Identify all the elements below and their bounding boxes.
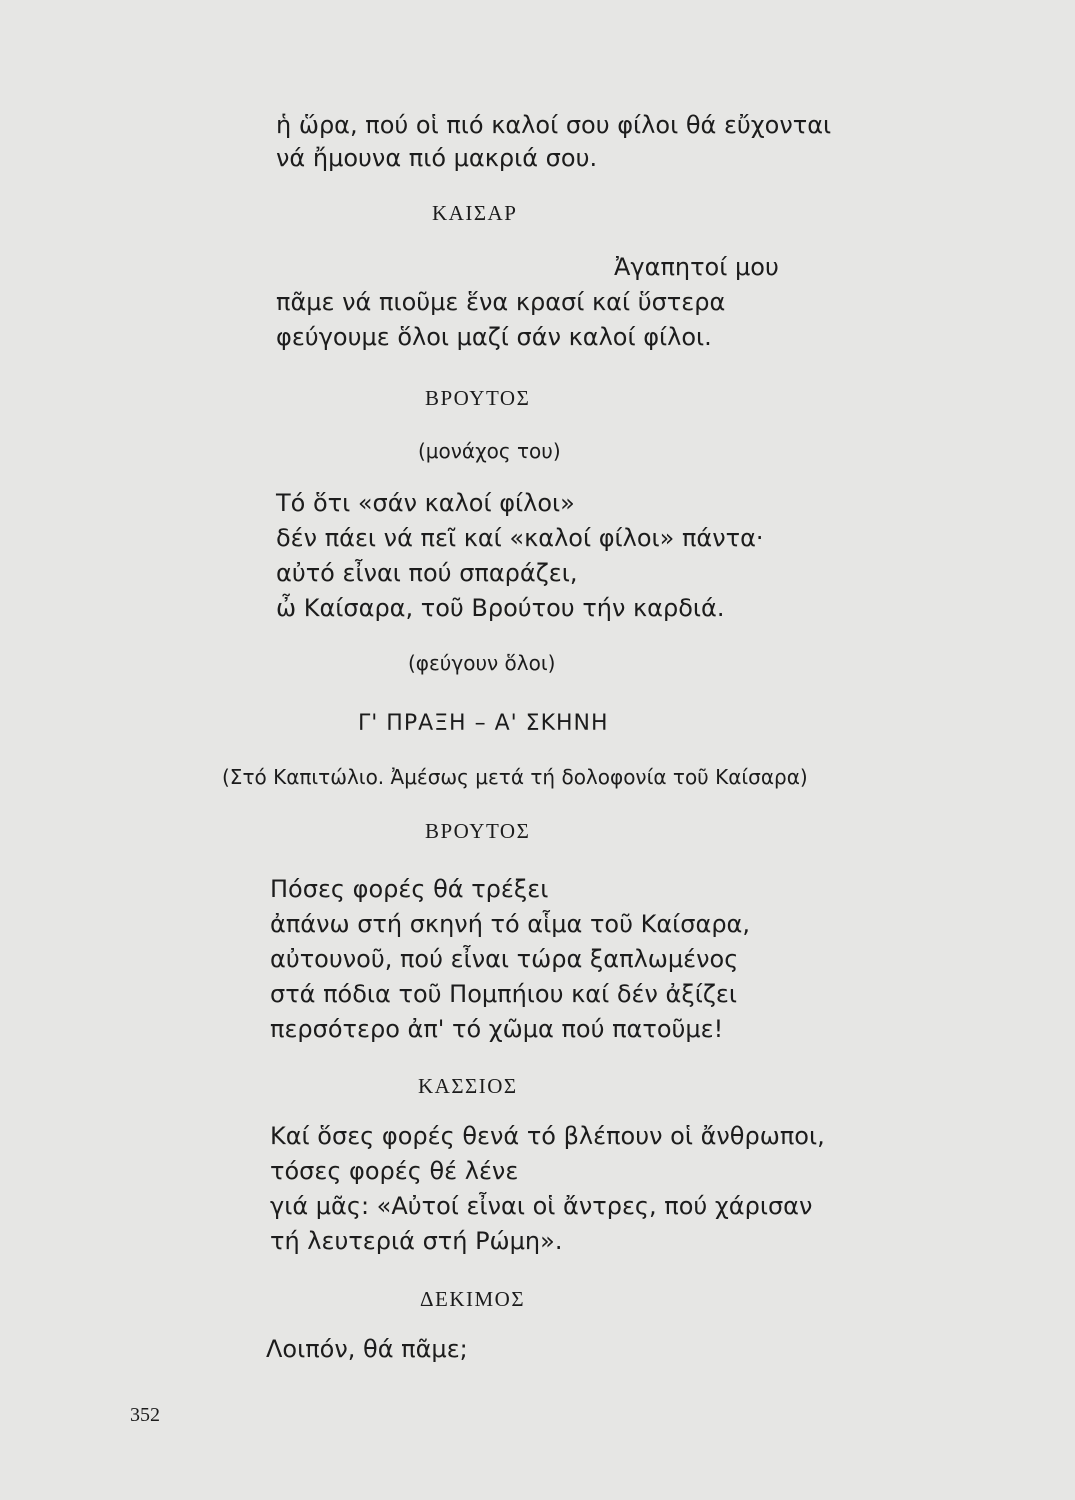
stage-direction: (μονάχος του) xyxy=(418,439,561,463)
verse-line: τόσες φορές θέ λένε xyxy=(270,1157,519,1185)
verse-line: Πόσες φορές θά τρέξει xyxy=(270,875,549,903)
verse-line: ἡ ὥρα, πού οἱ πιό καλοί σου φίλοι θά εὔχονται xyxy=(276,111,832,139)
verse-line: στά πόδια τοῦ Πομπήιου καί δέν ἀξίζει xyxy=(270,980,738,1008)
verse-line: φεύγουμε ὅλοι μαζί σάν καλοί φίλοι. xyxy=(276,323,712,351)
verse-line: Τό ὅτι «σάν καλοί φίλοι» xyxy=(276,489,575,517)
speaker-name: ΚΑΙΣΑΡ xyxy=(432,201,518,225)
speaker-name: ΒΡΟΥΤΟΣ xyxy=(425,819,531,843)
verse-line: ὦ Καίσαρα, τοῦ Βρούτου τήν καρδιά. xyxy=(276,594,725,622)
speaker-name: ΚΑΣΣΙΟΣ xyxy=(418,1074,518,1098)
speaker-name: ΒΡΟΥΤΟΣ xyxy=(425,386,531,410)
verse-line: νά ἤμουνα πιό μακριά σου. xyxy=(276,144,598,172)
verse-line: Καί ὅσες φορές θενά τό βλέπουν οἱ ἄνθρωποι, xyxy=(270,1122,825,1150)
verse-line: αὐτό εἶναι πού σπαράζει, xyxy=(276,559,578,587)
verse-line: περσότερο ἀπ' τό χῶμα πού πατοῦμε! xyxy=(270,1015,724,1043)
verse-line: τή λευτεριά στή Ρώμη». xyxy=(270,1227,563,1255)
verse-line: Ἀγαπητοί μου xyxy=(614,253,779,281)
stage-direction: (Στό Καπιτώλιο. Ἀμέσως μετά τή δολοφονία τοῦ Καίσαρα) xyxy=(222,765,808,789)
stage-direction: (φεύγουν ὅλοι) xyxy=(408,651,556,675)
verse-line: γιά μᾶς: «Αὐτοί εἶναι οἱ ἄντρες, πού χάρισαν xyxy=(270,1192,813,1220)
speaker-name: ΔΕΚΙΜΟΣ xyxy=(420,1287,526,1311)
verse-line: ἀπάνω στή σκηνή τό αἷμα τοῦ Καίσαρα, xyxy=(270,910,750,938)
page-number: 352 xyxy=(130,1404,160,1426)
verse-line: δέν πάει νά πεῖ καί «καλοί φίλοι» πάντα· xyxy=(276,524,764,552)
verse-line: αὐτουνοῦ, πού εἶναι τώρα ξαπλωμένος xyxy=(270,945,739,973)
verse-line: πᾶμε νά πιοῦμε ἕνα κρασί καί ὕστερα xyxy=(276,288,726,316)
act-scene-heading: Γ' ΠΡΑΞΗ – Α' ΣΚΗΝΗ xyxy=(358,711,609,736)
verse-line: Λοιπόν, θά πᾶμε; xyxy=(266,1335,468,1363)
